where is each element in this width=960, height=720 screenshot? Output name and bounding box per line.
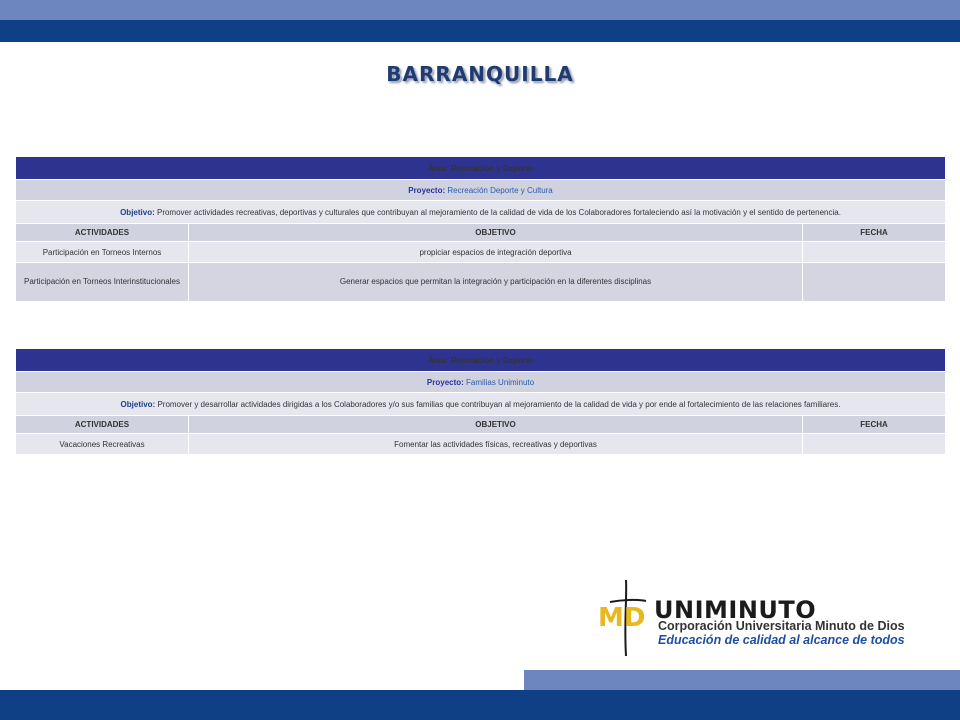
objective-row [16,201,946,224]
activity-cell: Vacaciones Recreativas [16,434,189,455]
project-value: Recreación Deporte y Cultura [447,185,553,195]
objective-label: Objetivo: [120,207,155,217]
project-label: Proyecto: [426,377,464,387]
objective-value: Promover actividades recreativas, deportivas y culturales que contribuyan al mejoramiento de la calidad de vida de los Colaboradores fortaleciendo así la motivación y el sentido de pertenencia. [156,207,841,217]
objective-value: Promover y desarrollar actividades dirigidas a los Colaboradores y/o sus familias que contribuyan al mejoramiento de la calidad de vida y por ende al fortalecimiento de las relaciones familiares. [157,399,841,409]
objective-row [16,393,946,416]
column-header-row [16,224,946,242]
project-value: Familias Uniminuto [466,377,535,387]
project-label: Proyecto: [408,185,446,195]
header-fecha: FECHA [803,416,946,434]
area-label: Área: Recreación y Deporte [16,157,946,180]
header-fecha: FECHA [803,224,946,242]
top-band-dark [0,20,960,42]
logo-name: UNIMINUTO [654,596,817,624]
objective-cell: Generar espacios que permitan la integración y participación en la diferentes disciplinas [189,263,803,302]
bottom-band-dark [0,690,960,720]
table-row [16,434,946,455]
date-cell [803,263,946,302]
column-header-row [16,416,946,434]
header-objetivo: OBJETIVO [189,416,803,434]
date-cell [803,242,946,263]
table-row [16,263,946,302]
date-cell [803,434,946,455]
area-row [16,349,946,372]
uniminuto-logo [596,578,926,658]
area-label: Área: Recreación y Deporte [16,349,946,372]
logo-tagline: Educación de calidad al alcance de todos [658,633,905,647]
activity-cell: Participación en Torneos Interinstitucionales [16,263,189,302]
objective-cell: propiciar espacios de integración deportiva [189,242,803,263]
area-row [16,157,946,180]
bottom-band-light [524,670,960,690]
logo-mark: MD [598,603,646,633]
top-band-light [0,0,960,20]
logo-subtitle: Corporación Universitaria Minuto de Dios [658,619,905,633]
table-row [16,242,946,263]
header-actividades: ACTIVIDADES [16,224,189,242]
md-cross-emblem-icon [596,578,660,658]
activity-table-1 [15,156,946,302]
objective-cell: Fomentar las actividades físicas, recreativas y deportivas [189,434,803,455]
page-title: BARRANQUILLA [386,62,574,86]
objective-label: Objetivo: [120,399,156,409]
header-objetivo: OBJETIVO [189,224,803,242]
activity-table-2 [15,348,946,455]
header-actividades: ACTIVIDADES [16,416,189,434]
project-row [16,180,946,201]
project-row [16,372,946,393]
activity-cell: Participación en Torneos Internos [16,242,189,263]
